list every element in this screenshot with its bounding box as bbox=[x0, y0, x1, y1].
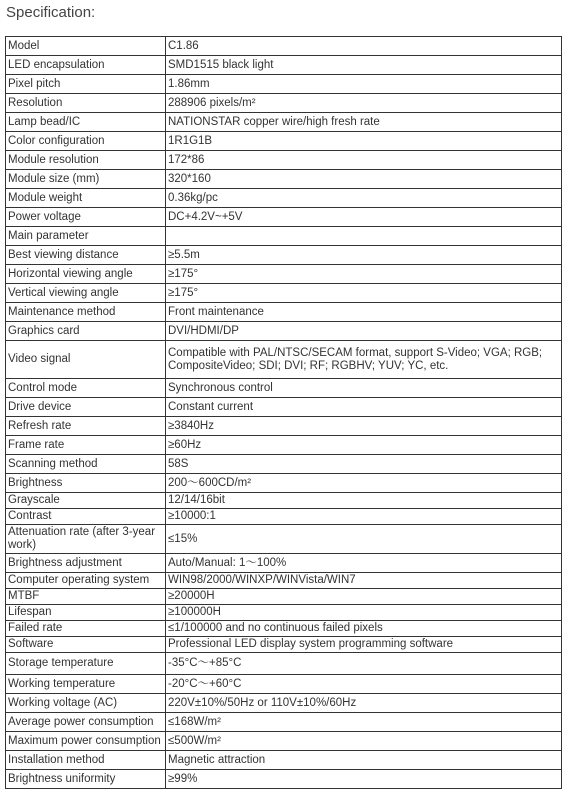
spec-row bbox=[6, 284, 562, 303]
spec-value: 200～600CD/m² bbox=[166, 474, 562, 493]
spec-row bbox=[6, 554, 562, 573]
spec-row bbox=[6, 322, 562, 341]
spec-label: Contrast bbox=[6, 509, 166, 525]
spec-label: Refresh rate bbox=[6, 417, 166, 436]
spec-value: Constant current bbox=[166, 398, 562, 417]
spec-label: Brightness bbox=[6, 474, 166, 493]
spec-label: Module size (mm) bbox=[6, 170, 166, 189]
spec-row bbox=[6, 436, 562, 455]
spec-label: Maintenance method bbox=[6, 303, 166, 322]
spec-label: Color configuration bbox=[6, 132, 166, 151]
spec-label: Installation method bbox=[6, 751, 166, 770]
spec-value: Front maintenance bbox=[166, 303, 562, 322]
spec-row bbox=[6, 227, 562, 246]
spec-row bbox=[6, 341, 562, 379]
spec-row bbox=[6, 713, 562, 732]
spec-label: Maximum power consumption bbox=[6, 732, 166, 751]
spec-label: Graphics card bbox=[6, 322, 166, 341]
spec-row bbox=[6, 525, 562, 554]
spec-value: 172*86 bbox=[166, 151, 562, 170]
spec-row bbox=[6, 75, 562, 94]
spec-label: Software bbox=[6, 637, 166, 653]
spec-value: ≤500W/m² bbox=[166, 732, 562, 751]
spec-row bbox=[6, 751, 562, 770]
spec-label: Attenuation rate (after 3-year work) bbox=[6, 525, 166, 554]
spec-value: ≥3840Hz bbox=[166, 417, 562, 436]
spec-value: 220V±10%/50Hz or 110V±10%/60Hz bbox=[166, 694, 562, 713]
spec-value: ≥20000H bbox=[166, 589, 562, 605]
spec-value: Magnetic attraction bbox=[166, 751, 562, 770]
spec-label: Module resolution bbox=[6, 151, 166, 170]
spec-row bbox=[6, 113, 562, 132]
spec-row bbox=[6, 455, 562, 474]
spec-label: Working temperature bbox=[6, 675, 166, 694]
spec-value: ≥60Hz bbox=[166, 436, 562, 455]
spec-label: Control mode bbox=[6, 379, 166, 398]
spec-label: Power voltage bbox=[6, 208, 166, 227]
spec-row bbox=[6, 379, 562, 398]
spec-label: Main parameter bbox=[6, 227, 166, 246]
spec-value bbox=[166, 227, 562, 246]
spec-label: Model bbox=[6, 37, 166, 56]
spec-value: DVI/HDMI/DP bbox=[166, 322, 562, 341]
spec-value: 0.36kg/pc bbox=[166, 189, 562, 208]
spec-row bbox=[6, 246, 562, 265]
spec-value: DC+4.2V~+5V bbox=[166, 208, 562, 227]
spec-row bbox=[6, 573, 562, 589]
spec-label: Vertical viewing angle bbox=[6, 284, 166, 303]
specification-table bbox=[5, 36, 562, 789]
spec-label: Module weight bbox=[6, 189, 166, 208]
spec-label: Scanning method bbox=[6, 455, 166, 474]
spec-row bbox=[6, 132, 562, 151]
spec-label: Resolution bbox=[6, 94, 166, 113]
specification-table-body bbox=[6, 37, 562, 789]
spec-value: Synchronous control bbox=[166, 379, 562, 398]
spec-row bbox=[6, 637, 562, 653]
spec-value: ≥10000:1 bbox=[166, 509, 562, 525]
spec-value: 1.86mm bbox=[166, 75, 562, 94]
spec-label: Grayscale bbox=[6, 493, 166, 509]
spec-label: Best viewing distance bbox=[6, 246, 166, 265]
spec-row bbox=[6, 189, 562, 208]
spec-label: MTBF bbox=[6, 589, 166, 605]
spec-label: Lamp bead/IC bbox=[6, 113, 166, 132]
spec-label: Storage temperature bbox=[6, 653, 166, 675]
spec-value: Compatible with PAL/NTSC/SECAM format, support S-Video; VGA; RGB; CompositeVideo; SDI; DVI; RF; RGBHV; YUV; YC, etc. bbox=[166, 341, 562, 379]
spec-value: ≥175° bbox=[166, 265, 562, 284]
spec-row bbox=[6, 770, 562, 789]
spec-label: Video signal bbox=[6, 341, 166, 379]
spec-row bbox=[6, 732, 562, 751]
spec-row bbox=[6, 621, 562, 637]
spec-row bbox=[6, 151, 562, 170]
spec-value: SMD1515 black light bbox=[166, 56, 562, 75]
spec-value: 12/14/16bit bbox=[166, 493, 562, 509]
spec-value: ≥175° bbox=[166, 284, 562, 303]
spec-value: -20°C～+60°C bbox=[166, 675, 562, 694]
spec-label: Brightness uniformity bbox=[6, 770, 166, 789]
spec-label: Lifespan bbox=[6, 605, 166, 621]
spec-value: ≤168W/m² bbox=[166, 713, 562, 732]
spec-label: Computer operating system bbox=[6, 573, 166, 589]
spec-row bbox=[6, 37, 562, 56]
spec-value: 58S bbox=[166, 455, 562, 474]
spec-value: ≥5.5m bbox=[166, 246, 562, 265]
spec-row bbox=[6, 509, 562, 525]
spec-label: LED encapsulation bbox=[6, 56, 166, 75]
spec-value: 320*160 bbox=[166, 170, 562, 189]
spec-value: WIN98/2000/WINXP/WINVista/WIN7 bbox=[166, 573, 562, 589]
spec-row bbox=[6, 303, 562, 322]
spec-row bbox=[6, 265, 562, 284]
spec-row bbox=[6, 56, 562, 75]
spec-row bbox=[6, 605, 562, 621]
spec-row bbox=[6, 94, 562, 113]
spec-value: ≤1/100000 and no continuous failed pixels bbox=[166, 621, 562, 637]
spec-label: Drive device bbox=[6, 398, 166, 417]
spec-label: Horizontal viewing angle bbox=[6, 265, 166, 284]
spec-row bbox=[6, 653, 562, 675]
spec-row bbox=[6, 398, 562, 417]
spec-row bbox=[6, 170, 562, 189]
spec-row bbox=[6, 474, 562, 493]
spec-label: Pixel pitch bbox=[6, 75, 166, 94]
spec-label: Working voltage (AC) bbox=[6, 694, 166, 713]
spec-value: C1.86 bbox=[166, 37, 562, 56]
spec-value: ≥100000H bbox=[166, 605, 562, 621]
spec-row bbox=[6, 589, 562, 605]
spec-row bbox=[6, 208, 562, 227]
spec-label: Brightness adjustment bbox=[6, 554, 166, 573]
page-title: Specification: bbox=[6, 4, 96, 21]
spec-value: NATIONSTAR copper wire/high fresh rate bbox=[166, 113, 562, 132]
spec-label: Frame rate bbox=[6, 436, 166, 455]
spec-value: 1R1G1B bbox=[166, 132, 562, 151]
spec-label: Average power consumption bbox=[6, 713, 166, 732]
spec-value: Professional LED display system programming software bbox=[166, 637, 562, 653]
spec-value: ≤15% bbox=[166, 525, 562, 554]
spec-value: -35°C～+85°C bbox=[166, 653, 562, 675]
spec-row bbox=[6, 694, 562, 713]
spec-value: 288906 pixels/m² bbox=[166, 94, 562, 113]
spec-value: Auto/Manual: 1～100% bbox=[166, 554, 562, 573]
spec-row bbox=[6, 493, 562, 509]
spec-label: Failed rate bbox=[6, 621, 166, 637]
spec-value: ≥99% bbox=[166, 770, 562, 789]
spec-row bbox=[6, 417, 562, 436]
spec-row bbox=[6, 675, 562, 694]
